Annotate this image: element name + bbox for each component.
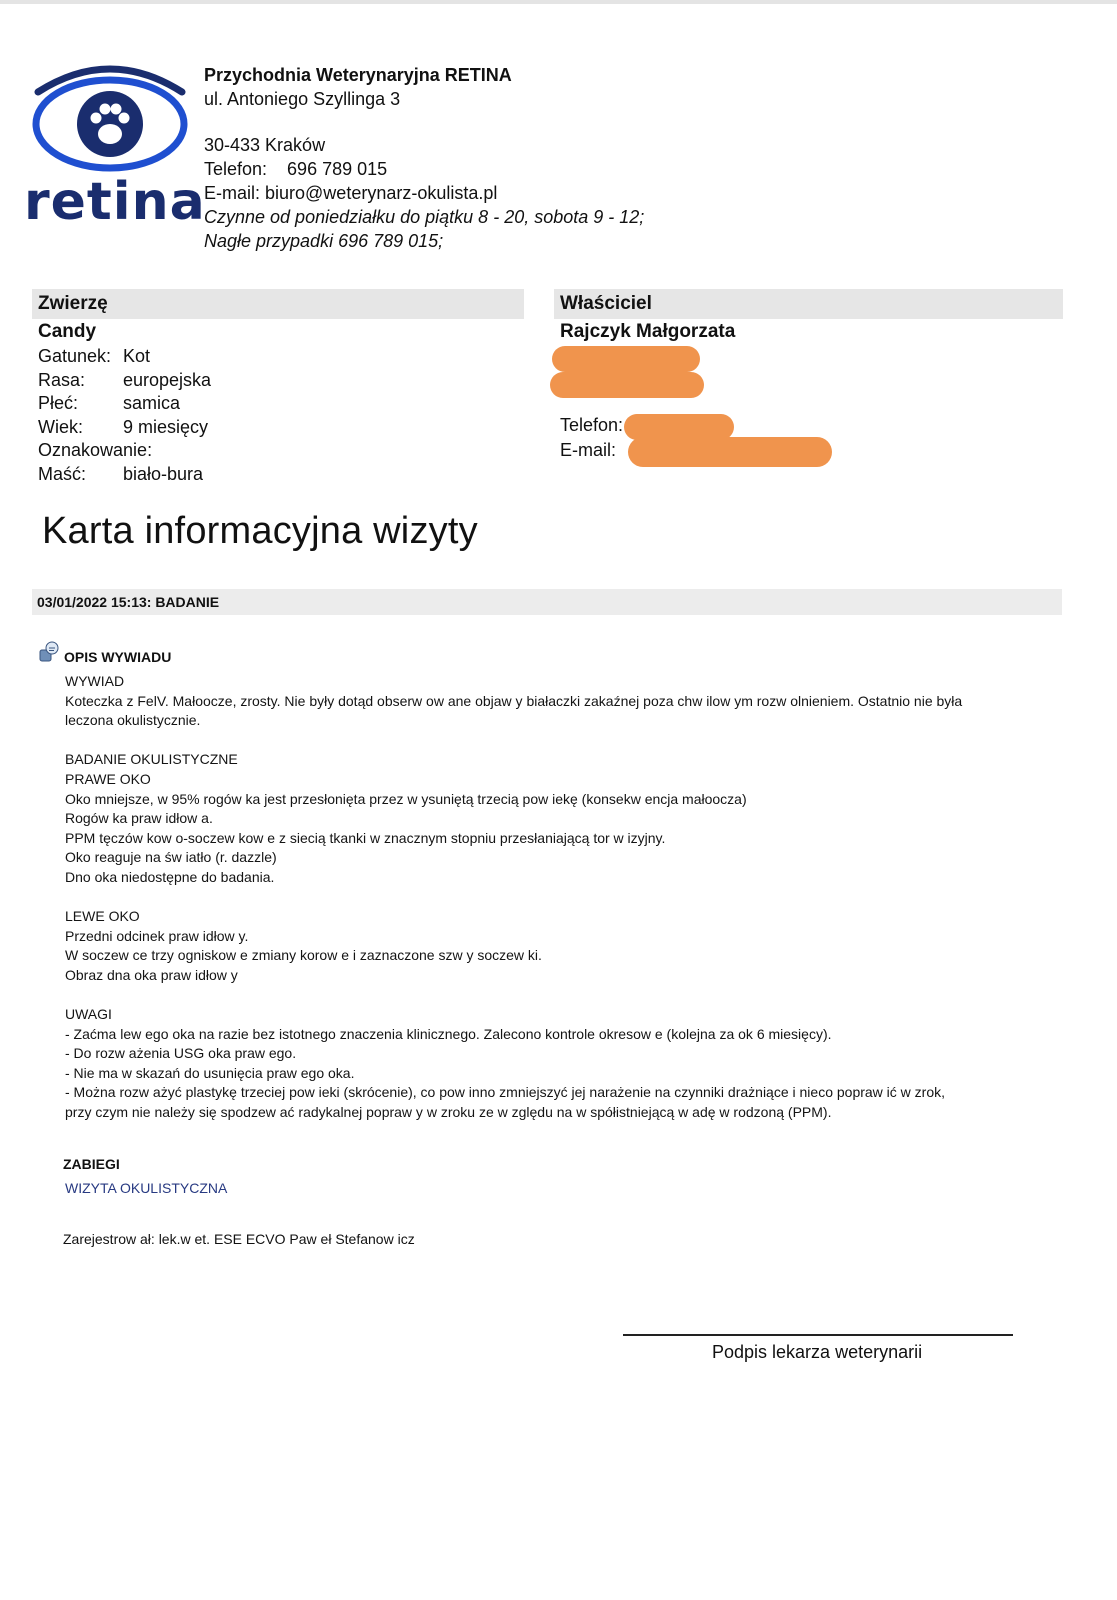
note-blank (65, 888, 1045, 908)
registered-by: Zarejestrow ał: lek.w et. ESE ECVO Paw eł Stefanow icz (63, 1231, 415, 1247)
pet-field-sex (38, 392, 211, 416)
note-line: PPM tęczów kow o-soczew kow e z siecią tkanki w znacznym stopniu przesłaniającą tor w izyjny. (65, 829, 666, 846)
clinic-email: E-mail: biuro@weterynarz-okulista.pl (204, 183, 498, 203)
field-value: Kot (123, 346, 151, 366)
note-line: - Do rozw ażenia USG oka praw ego. (65, 1045, 297, 1062)
note-blank (65, 731, 1045, 751)
pet-field-marking (38, 439, 211, 463)
pet-field-species (38, 345, 211, 369)
note-line: Przedni odcinek praw idłow y. (65, 927, 249, 944)
pet-field-age (38, 416, 211, 440)
note-blank (65, 986, 1045, 1006)
notes-icon (39, 641, 61, 663)
note-line: - Nie ma w skazań do usunięcia praw ego oka. (65, 1064, 355, 1081)
note-line: W soczew ce trzy ogniskow e zmiany korow e i zaznaczone szw y soczew ki. (65, 947, 542, 964)
clinic-name: Przychodnia Weterynaryjna RETINA (204, 65, 512, 85)
owner-section-header: Właściciel (554, 289, 1063, 319)
procedures-title: ZABIEGI (63, 1156, 120, 1172)
field-label: Płeć: (38, 393, 79, 414)
spacer (204, 111, 644, 133)
pet-section-header: Zwierzę (32, 289, 524, 319)
signature-line (623, 1334, 1013, 1336)
visit-header: 03/01/2022 15:13: BADANIE (32, 589, 1062, 615)
note-line: UWAGI (65, 1006, 112, 1023)
note-line: Rogów ka praw idłow a. (65, 810, 213, 827)
field-label: Oznakowanie: (38, 440, 153, 461)
note-line: Dno oka niedostępne do badania. (65, 868, 275, 885)
field-label: Gatunek: (38, 346, 112, 366)
examination-notes (65, 672, 1045, 1123)
note-line: leczona okulistycznie. (65, 712, 201, 729)
clinic-city: 30-433 Kraków (204, 135, 326, 155)
logo-wordmark: retina (24, 172, 206, 232)
section-title: OPIS WYWIADU (64, 649, 172, 665)
redaction-mark (550, 372, 704, 398)
field-label: Wiek: (38, 416, 83, 437)
note-line: Oko mniejsze, w 95% rogów ka jest przesłonięta przez w ysuniętą trzecią pow iekę (konsekw encja małoocza) (65, 790, 747, 807)
note-line: Obraz dna oka praw idłow y (65, 966, 238, 983)
field-value: samica (123, 393, 181, 414)
field-value: europejska (123, 369, 212, 390)
note-line: BADANIE OKULISTYCZNE (65, 751, 238, 768)
clinic-info (204, 63, 644, 253)
clinic-phone-row (204, 157, 644, 181)
note-line: przy czym nie należy się spodzew ać radykalnej popraw y w zroku ze w zględu na w spółistniejącą w adę w rodzoną (PPM). (65, 1104, 832, 1121)
owner-name: Rajczyk Małgorzata (560, 321, 736, 342)
note-line: LEWE OKO (65, 908, 140, 925)
note-line: - Zaćma lew ego oka na razie bez istotnego znaczenia klinicznego. Zalecono kontrole okresow e (kolejna za ok 6 miesięcy). (65, 1025, 832, 1042)
signature-label: Podpis lekarza weterynarii (712, 1342, 923, 1362)
field-value: biało-bura (123, 463, 204, 484)
document-title: Karta informacyjna wizyty (42, 510, 478, 552)
clinic-street: ul. Antoniego Szyllinga 3 (204, 89, 401, 109)
field-label: Rasa: (38, 369, 86, 390)
owner-phone-label: Telefon: (560, 415, 624, 435)
note-line: - Można rozw ażyć plastykę trzeciej pow ieki (skrócenie), co pow inno zmniejszyć jej narażenie na czynniki drażniące i nieco popraw ić w zrok, (65, 1084, 946, 1101)
field-label: Maść: (38, 463, 87, 484)
clinic-phone-label: Telefon: (204, 159, 268, 179)
pet-field-breed (38, 369, 211, 393)
redaction-mark (552, 346, 700, 372)
note-line: Koteczka z FelV. Małoocze, zrosty. Nie były dotąd obserw ow ane objaw y białaczki zakaźnej poza chw ilow ym rozw olnieniem. Ostatnio nie była (65, 692, 963, 709)
clinic-emergency: Nagłe przypadki 696 789 015; (204, 231, 444, 251)
clinic-phone: 696 789 015 (287, 159, 388, 179)
pet-details (38, 345, 211, 487)
field-value: 9 miesięcy (123, 416, 209, 437)
procedure-item: WIZYTA OKULISTYCZNA (65, 1180, 228, 1196)
owner-email-label: E-mail: (560, 440, 617, 460)
pet-name: Candy (38, 321, 97, 342)
pet-field-coat (38, 463, 211, 487)
note-line: WYWIAD (65, 673, 125, 689)
redaction-mark (628, 437, 832, 467)
note-line: Oko reaguje na św iatło (r. dazzle) (65, 849, 277, 866)
clinic-hours: Czynne od poniedziałku do piątku 8 - 20, sobota 9 - 12; (204, 207, 645, 227)
eye-icon (24, 60, 196, 175)
top-border (0, 0, 1117, 4)
note-line: PRAWE OKO (65, 770, 151, 787)
clinic-logo (24, 60, 206, 235)
